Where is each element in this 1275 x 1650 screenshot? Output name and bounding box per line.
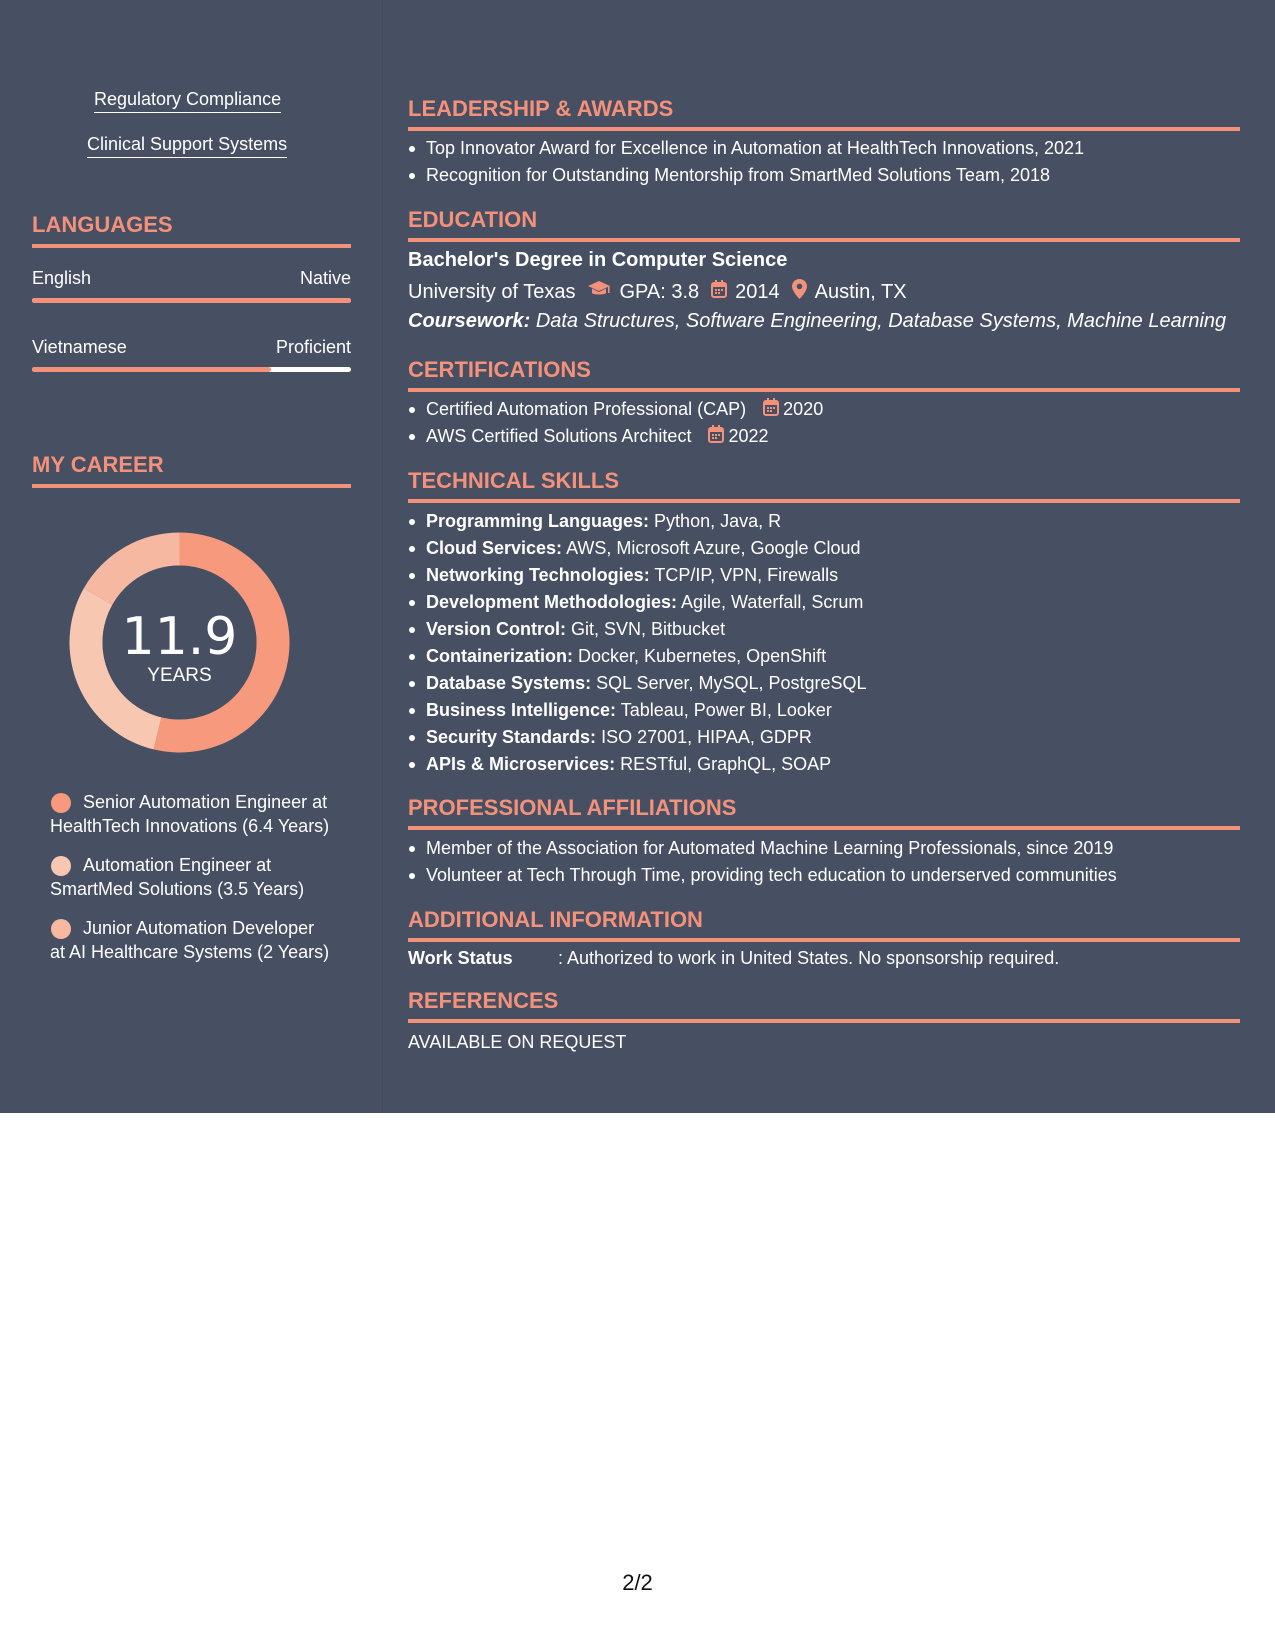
list-item bbox=[408, 508, 1240, 535]
language-bar bbox=[32, 298, 351, 303]
skill-category: Networking Technologies: bbox=[426, 565, 650, 585]
work-status-value: : Authorized to work in United States. No sponsorship required. bbox=[558, 948, 1060, 968]
language-bar-fill bbox=[32, 298, 351, 303]
calendar-icon bbox=[711, 280, 727, 304]
education-location: Austin, TX bbox=[814, 280, 907, 303]
skill-values: AWS, Microsoft Azure, Google Cloud bbox=[566, 538, 861, 558]
career-item bbox=[50, 853, 330, 901]
list-item: Member of the Association for Automated Machine Learning Professionals, since 2019 bbox=[408, 835, 1240, 862]
school-name: University of Texas bbox=[408, 280, 576, 303]
additional-info-heading: ADDITIONAL INFORMATION bbox=[408, 907, 1240, 942]
list-item bbox=[408, 751, 1240, 778]
career-dot bbox=[51, 856, 71, 876]
skill-regulatory-compliance[interactable]: Regulatory Compliance bbox=[94, 89, 281, 113]
coursework-value: Data Structures, Software Engineering, Database Systems, Machine Learning bbox=[535, 310, 1227, 332]
skill-category: Database Systems: bbox=[426, 673, 592, 693]
skill-category: Security Standards: bbox=[426, 727, 597, 747]
affiliations-heading: PROFESSIONAL AFFILIATIONS bbox=[408, 795, 1240, 830]
coursework bbox=[408, 310, 1226, 333]
references-text: AVAILABLE ON REQUEST bbox=[408, 1032, 627, 1052]
certifications-list bbox=[408, 396, 1240, 450]
language-level: Proficient bbox=[275, 337, 351, 357]
career-dot bbox=[51, 919, 71, 939]
skill-values: Agile, Waterfall, Scrum bbox=[681, 592, 864, 612]
list-item: Volunteer at Tech Through Time, providing tech education to underserved communities bbox=[408, 862, 1240, 889]
skill-values: RESTful, GraphQL, SOAP bbox=[620, 754, 832, 774]
list-item bbox=[408, 643, 1240, 670]
certification-name: Certified Automation Professional (CAP) bbox=[426, 399, 747, 419]
skill-values: Python, Java, R bbox=[654, 511, 782, 531]
career-item-text: Senior Automation Engineer at HealthTech Innovations (6.4 Years) bbox=[50, 792, 330, 836]
career-item bbox=[50, 790, 330, 838]
calendar-icon bbox=[708, 424, 724, 451]
certification-year: 2022 bbox=[728, 426, 769, 446]
career-item-text: Automation Engineer at SmartMed Solutions (3.5 Years) bbox=[50, 855, 305, 899]
skill-values: SQL Server, MySQL, PostgreSQL bbox=[596, 673, 867, 693]
skill-values: ISO 27001, HIPAA, GDPR bbox=[601, 727, 812, 747]
references-heading: REFERENCES bbox=[408, 988, 1240, 1023]
list-item bbox=[408, 616, 1240, 643]
list-item bbox=[408, 589, 1240, 616]
affiliations-list bbox=[408, 835, 1240, 889]
map-pin-icon bbox=[792, 279, 807, 305]
certification-name: AWS Certified Solutions Architect bbox=[426, 426, 692, 446]
page-number: 2/2 bbox=[622, 1570, 653, 1595]
skill-clinical-support-systems[interactable]: Clinical Support Systems bbox=[87, 134, 287, 158]
coursework-label: Coursework: bbox=[408, 310, 531, 332]
list-item bbox=[408, 396, 1240, 423]
list-item bbox=[408, 670, 1240, 697]
career-heading: MY CAREER bbox=[32, 452, 351, 488]
career-item bbox=[50, 916, 330, 964]
language-english bbox=[32, 268, 351, 308]
certification-year: 2020 bbox=[783, 399, 824, 419]
skill-category: Development Methodologies: bbox=[426, 592, 678, 612]
language-vietnamese bbox=[32, 337, 351, 377]
skill-values: Docker, Kubernetes, OpenShift bbox=[578, 646, 827, 666]
education-details bbox=[408, 279, 907, 305]
career-dot bbox=[51, 793, 71, 813]
language-bar bbox=[32, 367, 351, 372]
language-bar-fill bbox=[32, 367, 271, 372]
leadership-list bbox=[408, 135, 1240, 189]
list-item bbox=[408, 724, 1240, 751]
list-item: Recognition for Outstanding Mentorship from SmartMed Solutions Team, 2018 bbox=[408, 162, 1240, 189]
skill-values: TCP/IP, VPN, Firewalls bbox=[654, 565, 839, 585]
list-item bbox=[408, 423, 1240, 450]
sidebar bbox=[0, 0, 383, 1113]
technical-skills-list bbox=[408, 508, 1240, 778]
work-status-label: Work Status bbox=[408, 948, 513, 968]
career-item-text: Junior Automation Developer at AI Healthcare Systems (2 Years) bbox=[50, 918, 330, 962]
list-item bbox=[408, 697, 1240, 724]
language-name: English bbox=[32, 268, 92, 288]
career-donut-chart bbox=[67, 530, 292, 755]
skill-category: Business Intelligence: bbox=[426, 700, 617, 720]
list-item bbox=[408, 535, 1240, 562]
leadership-heading: LEADERSHIP & AWARDS bbox=[408, 96, 1240, 131]
main-content bbox=[408, 0, 1240, 1113]
skill-category: Version Control: bbox=[426, 619, 567, 639]
career-list bbox=[50, 790, 330, 979]
skill-values: Git, SVN, Bitbucket bbox=[571, 619, 726, 639]
certifications-heading: CERTIFICATIONS bbox=[408, 357, 1240, 392]
work-status-row bbox=[408, 948, 1059, 969]
career-total-years: 11.9 bbox=[121, 607, 238, 667]
list-item bbox=[408, 562, 1240, 589]
languages-heading: LANGUAGES bbox=[32, 212, 351, 248]
degree-title: Bachelor's Degree in Computer Science bbox=[408, 249, 788, 271]
calendar-icon bbox=[763, 397, 779, 424]
gpa: GPA: 3.8 bbox=[619, 280, 700, 303]
list-item: Top Innovator Award for Excellence in Automation at HealthTech Innovations, 2021 bbox=[408, 135, 1240, 162]
skill-values: Tableau, Power BI, Looker bbox=[620, 700, 832, 720]
skill-category: Cloud Services: bbox=[426, 538, 563, 558]
graduation-cap-icon bbox=[587, 280, 611, 304]
technical-skills-heading: TECHNICAL SKILLS bbox=[408, 468, 1240, 503]
graduation-year: 2014 bbox=[735, 280, 780, 303]
skill-category: APIs & Microservices: bbox=[426, 754, 616, 774]
skill-category: Programming Languages: bbox=[426, 511, 650, 531]
language-name: Vietnamese bbox=[32, 337, 127, 357]
language-level: Native bbox=[299, 268, 351, 288]
career-years-label: YEARS bbox=[147, 665, 212, 686]
skill-category: Containerization: bbox=[426, 646, 573, 666]
education-heading: EDUCATION bbox=[408, 207, 1240, 242]
